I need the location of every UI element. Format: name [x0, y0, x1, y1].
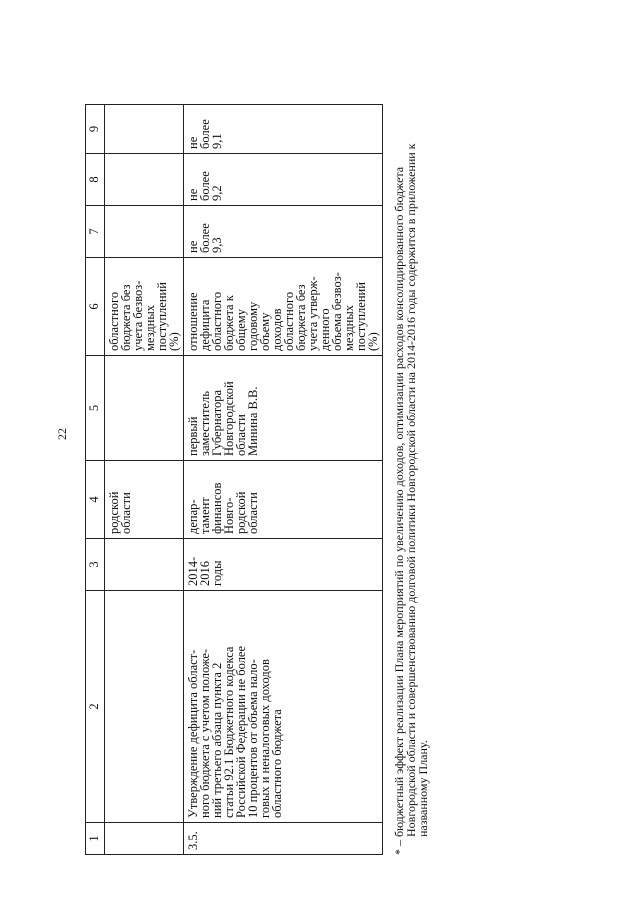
continuation-row	[105, 105, 184, 855]
header-row	[86, 105, 105, 855]
cell-period: 2014- 2016 годы	[184, 539, 383, 591]
cell-measure: Утверждение дефицита област- ного бюджета с учетом положе- ний третьего абзаца пункта 2 статьи 92.1 Бюджетного кодекса Российской Федерации не более 10 процентов от объема нало- говых и неналоговых доходов областного бюджета	[184, 591, 383, 823]
cell-measure	[105, 591, 184, 823]
cell-executor: родской области	[105, 461, 184, 539]
footnote-line-2: Новгородской области и совершенствованию долговой политики Новгородской области на 2014-2016 годы содержится в приложении к	[404, 143, 418, 837]
cell-2016	[105, 105, 184, 154]
col-header-4: 4	[86, 461, 105, 539]
cell-2014: не более 9,3	[184, 206, 383, 258]
cell-responsible: первый заместитель Губернатора Новгородской области Минина В.В.	[184, 356, 383, 461]
col-header-1: 1	[86, 823, 105, 855]
footnote	[393, 105, 429, 855]
cell-responsible	[105, 356, 184, 461]
footnote-line-1: * – бюджетный эффект реализации Плана мероприятий по увеличению доходов, оптимизации расходов консолидированного бюджета	[392, 166, 406, 855]
cell-executor: депар- тамент финансов Новго- родской области	[184, 461, 383, 539]
col-header-6: 6	[86, 258, 105, 356]
cell-2014	[105, 206, 184, 258]
footnote-line-3-wrap	[417, 105, 429, 855]
cell-indicator: отношение дефицита областного бюджета к общему годовому объему доходов областного бюджета без учета утверж- денного объема безвоз- мездных поступлений (%)	[184, 258, 383, 356]
col-header-2: 2	[86, 591, 105, 823]
cell-2016: не более 9,1	[184, 105, 383, 154]
rotated-page-content	[85, 105, 605, 855]
footnote-line-3: названному Плану.	[416, 740, 430, 837]
cell-2015	[105, 154, 184, 206]
table-row	[184, 105, 383, 855]
col-header-8: 8	[86, 154, 105, 206]
cell-2015: не более 9,2	[184, 154, 383, 206]
col-header-7: 7	[86, 206, 105, 258]
cell-period	[105, 539, 184, 591]
col-header-9: 9	[86, 105, 105, 154]
cell-number	[105, 823, 184, 855]
col-header-5: 5	[86, 356, 105, 461]
col-header-3: 3	[86, 539, 105, 591]
cell-indicator: областного бюджета без учета безвоз- мездных поступлений (%)	[105, 258, 184, 356]
page-number: 22	[55, 428, 69, 440]
plan-table	[85, 104, 383, 855]
cell-number: 3.5.	[184, 823, 383, 855]
